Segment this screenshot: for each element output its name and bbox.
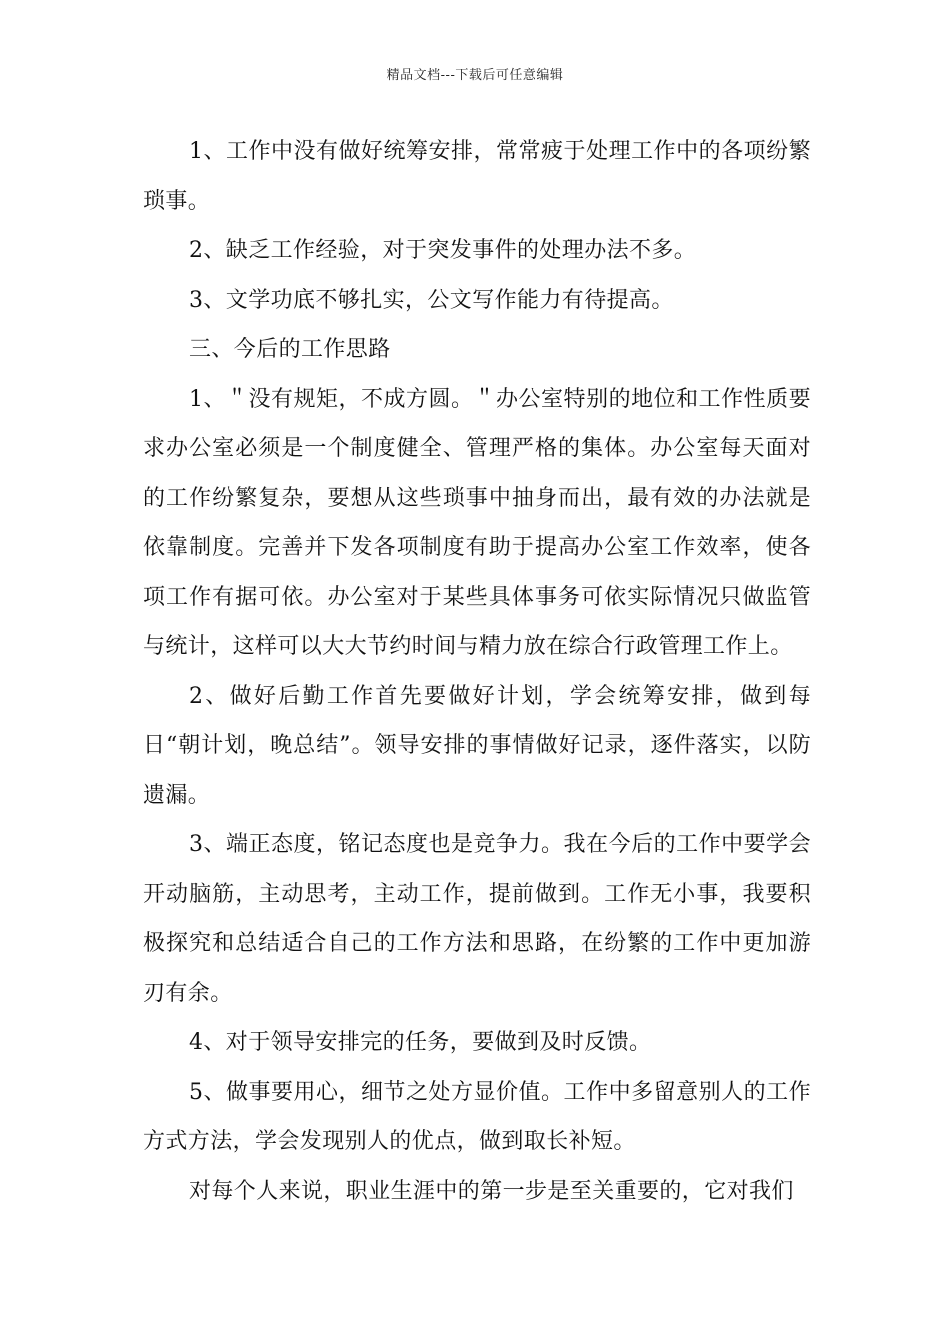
- page-header: 精品文档---下载后可任意编辑: [386, 68, 564, 83]
- paragraph-issue-3: 3、文学功底不够扎实，公文写作能力有待提高。: [189, 287, 674, 313]
- paragraph-issue-1: 1、工作中没有做好统筹安排，常常疲于处理工作中的各项纷繁琐事。: [143, 139, 811, 214]
- paragraph-closing: 对每个人来说，职业生涯中的第一步是至关重要的，它对我们: [189, 1178, 794, 1204]
- paragraph-plan-1: 1、＂没有规矩，不成方圆。＂办公室特别的地位和工作性质要求办公室必须是一个制度健全、管理严格的集体。办公室每天面对的工作纷繁复杂，要想从这些琐事中抽身而出，最有效的办法就是依靠制度。完善并下发各项制度有助于提高办公室工作效率，使各项工作有据可依。办公室对于某些具体事务可依实际情况只做监管与统计，这样可以大大节约时间与精力放在综合行政管理工作上。: [143, 386, 811, 659]
- paragraph-plan-4: 4、对于领导安排完的任务，要做到及时反馈。: [189, 1030, 652, 1055]
- paragraph-plan-5: 5、做事要用心，细节之处方显价值。工作中多留意别人的工作方式方法，学会发现别人的优点，做到取长补短。: [143, 1079, 811, 1154]
- paragraph-issue-2: 2、缺乏工作经验，对于突发事件的处理办法不多。: [189, 238, 697, 263]
- paragraph-plan-2: 2、做好后勤工作首先要做好计划，学会统筹安排，做到每日“朝计划，晚总结”。领导安排的事情做好记录，逐件落实，以防遗漏。: [143, 683, 811, 808]
- document-body: [143, 127, 811, 1216]
- section-heading: 三、今后的工作思路: [189, 337, 391, 362]
- paragraph-plan-3: 3、端正态度，铭记态度也是竞争力。我在今后的工作中要学会开动脑筋，主动思考，主动工作，提前做到。工作无小事，我要积极探究和总结适合自己的工作方法和思路，在纷繁的工作中更加游刃有余。: [143, 832, 811, 1006]
